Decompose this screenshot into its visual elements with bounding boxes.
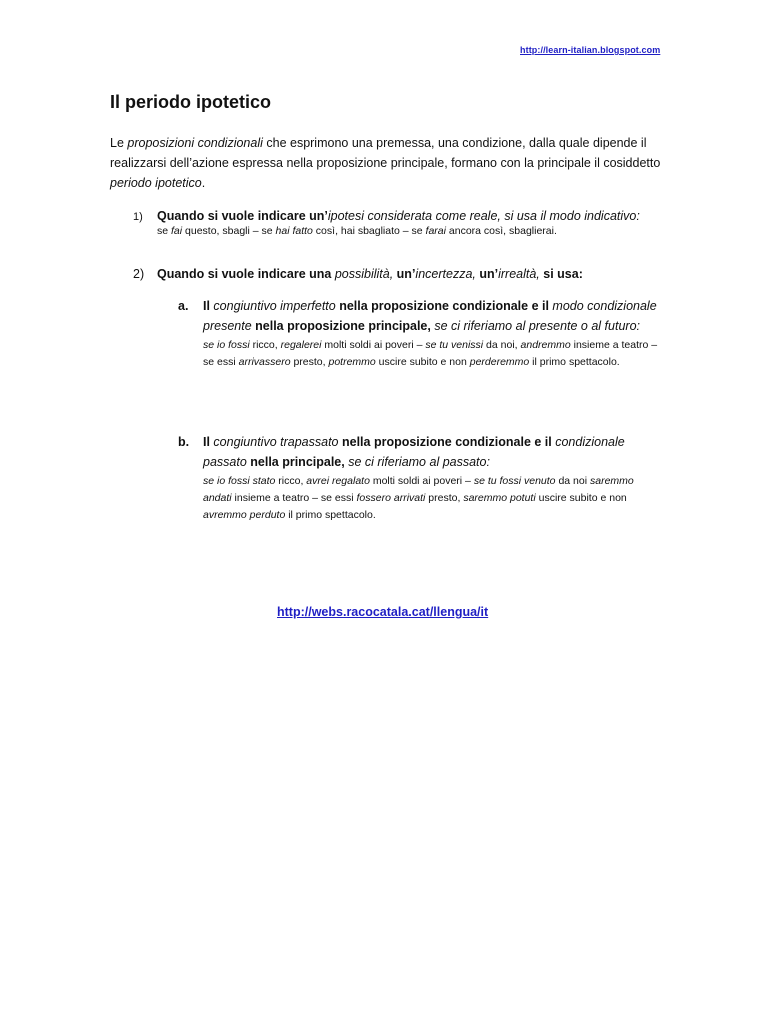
example-verb: saremmo potuti xyxy=(463,492,536,504)
item-number: 2) xyxy=(133,267,145,281)
sub-item-body xyxy=(203,432,658,524)
example-verb: avrei regalato xyxy=(306,475,370,487)
heading-text: Il xyxy=(203,435,214,449)
example-text: ricco, xyxy=(275,475,307,487)
example-text: così, hai sbagliato – se xyxy=(312,225,426,237)
example-verb: se io fossi xyxy=(203,339,250,351)
item-heading: si usa: xyxy=(539,267,583,281)
example-text: il primo spettacolo. xyxy=(529,356,620,368)
example-text: da noi, xyxy=(483,339,521,351)
example-verb: se tu venissi xyxy=(425,339,484,351)
example-verb: saremmo andati xyxy=(203,475,634,504)
intro-text: Le xyxy=(110,136,128,150)
page-title: Il periodo ipotetico xyxy=(110,92,271,112)
example-verb: perderemmo xyxy=(469,356,530,368)
list-item-1 xyxy=(133,207,693,226)
example-verb: se tu fossi venuto xyxy=(473,475,556,487)
intro-text: che esprimono una premessa, una condizione, dalla quale dipende il realizzarsi dell’azione espressa nella proposizione principale, formano con la principale il cosiddetto xyxy=(110,136,661,170)
item-heading-italic: ipotesi considerata come reale, si usa il modo indicativo: xyxy=(327,209,640,223)
item-heading: Quando si vuole indicare un’ xyxy=(157,209,328,223)
item-number: 1) xyxy=(133,211,143,223)
example-verb: fai xyxy=(171,225,183,237)
example-text: se xyxy=(157,225,172,237)
item-heading-italic: incertezza, xyxy=(415,267,476,281)
footer-link[interactable]: http://webs.racocatala.cat/llengua/it xyxy=(277,605,489,619)
example-verb: fossero arrivati xyxy=(356,492,426,504)
sub-item-a xyxy=(178,296,658,371)
example-verb: potremmo xyxy=(328,356,376,368)
sub-item-b xyxy=(178,432,658,524)
example-text: molti soldi ai poveri – xyxy=(369,475,474,487)
item-heading-italic: irrealtà, xyxy=(498,267,540,281)
item-heading-italic: possibilità, xyxy=(334,267,394,281)
heading-term: se ci riferiamo al passato: xyxy=(348,455,490,469)
sub-item-body xyxy=(203,296,658,371)
sub-item-example xyxy=(203,337,658,371)
example-verb: farai xyxy=(425,225,446,237)
example-text: uscire subito e non xyxy=(375,356,470,368)
heading-text: Il xyxy=(203,299,214,313)
example-text: molti soldi ai poveri – xyxy=(321,339,426,351)
sub-item-letter: b. xyxy=(178,435,190,449)
heading-term: congiuntivo imperfetto xyxy=(213,299,336,313)
sub-item-heading xyxy=(203,296,658,336)
heading-term: se ci riferiamo al presente o al futuro: xyxy=(434,319,640,333)
list-item-2 xyxy=(133,265,693,283)
heading-term: condizionale passato xyxy=(203,435,625,469)
item-heading: Quando si vuole indicare una xyxy=(157,267,335,281)
example-verb: regalerei xyxy=(280,339,322,351)
heading-text: nella proposizione condizionale e il xyxy=(335,299,553,313)
example-text: ricco, xyxy=(249,339,281,351)
heading-term: modo condizionale presente xyxy=(203,299,657,333)
example-text: da noi xyxy=(555,475,590,487)
sub-item-heading xyxy=(203,432,658,472)
heading-term: congiuntivo trapassato xyxy=(213,435,339,449)
example-text: uscire subito e non xyxy=(535,492,627,504)
intro-text: . xyxy=(201,176,206,190)
sub-item-letter: a. xyxy=(178,299,189,313)
intro-term: periodo ipotetico xyxy=(110,176,202,190)
heading-text: nella proposizione principale, xyxy=(251,319,435,333)
example-verb: se io fossi stato xyxy=(203,475,276,487)
example-verb: avremmo perduto xyxy=(203,509,286,521)
example-text: presto, xyxy=(290,356,329,368)
intro-paragraph xyxy=(110,133,670,193)
sub-item-example xyxy=(203,473,658,524)
example-text: insieme a teatro – se essi xyxy=(203,339,658,368)
heading-text: nella principale, xyxy=(246,455,349,469)
example-text: il primo spettacolo. xyxy=(285,509,376,521)
example-text: presto, xyxy=(425,492,464,504)
example-verb: arrivassero xyxy=(238,356,291,368)
intro-term: proposizioni condizionali xyxy=(127,136,263,150)
example-text: questo, sbagli – se xyxy=(182,225,276,237)
example-text: insieme a teatro – se essi xyxy=(231,492,357,504)
heading-text: nella proposizione condizionale e il xyxy=(338,435,556,449)
header-link[interactable]: http://learn-italian.blogspot.com xyxy=(520,45,661,55)
item-heading: un’ xyxy=(475,267,499,281)
example-verb: andremmo xyxy=(520,339,571,351)
item-1-example xyxy=(157,225,557,237)
item-heading: un’ xyxy=(393,267,416,281)
example-text: ancora così, sbaglierai. xyxy=(445,225,557,237)
example-verb: hai fatto xyxy=(275,225,313,237)
